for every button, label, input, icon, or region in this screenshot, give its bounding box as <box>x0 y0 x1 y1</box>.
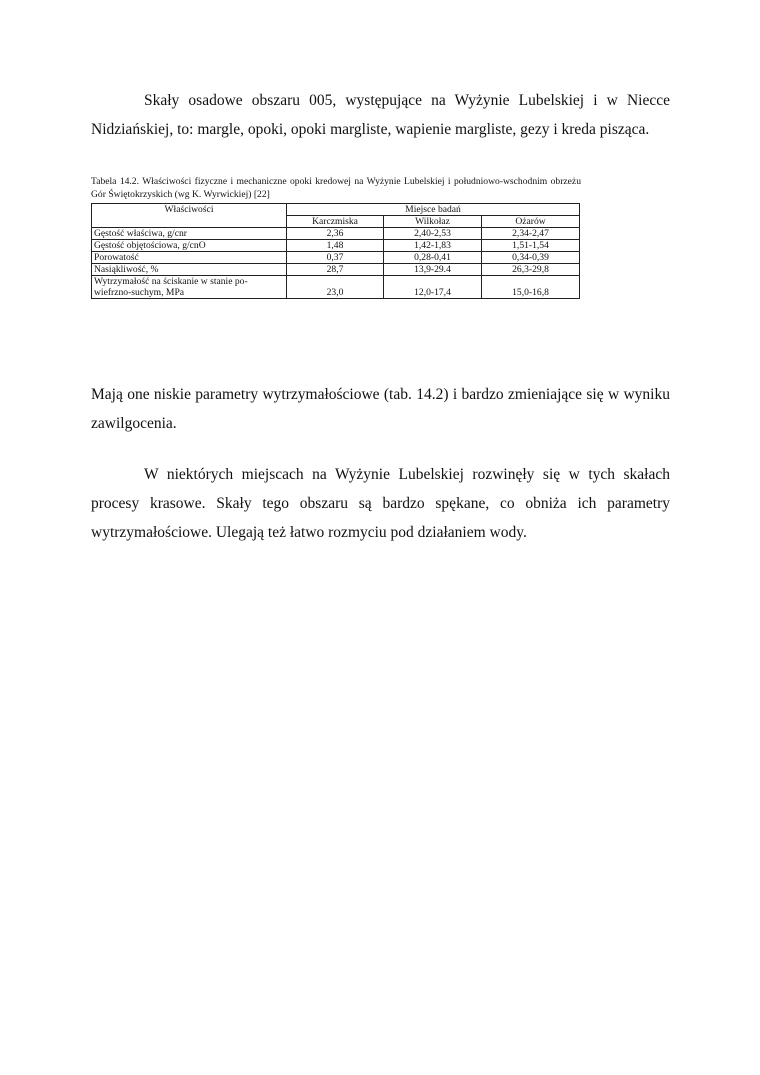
table-row <box>92 228 580 240</box>
cell-value: 0,28-0,41 <box>384 252 482 264</box>
row-label: Nasiąkliwość, % <box>92 264 287 276</box>
row-label-line: Wytrzymałość na ściskanie w stanie po- <box>94 276 248 287</box>
table-row <box>92 252 580 264</box>
header-places: Miejsce badań <box>287 204 580 216</box>
table-row <box>92 240 580 252</box>
cell-value: 1,42-1,83 <box>384 240 482 252</box>
table-row <box>92 264 580 276</box>
row-label: Gęstość właściwa, g/cnr <box>92 228 287 240</box>
cell-value: 2,40-2,53 <box>384 228 482 240</box>
cell-value: 26,3-29,8 <box>482 264 580 276</box>
cell-value: 28,7 <box>287 264 384 276</box>
cell-value: 0,34-0,39 <box>482 252 580 264</box>
paragraph-intro: Skały osadowe obszaru 005, występujące na Wyżynie Lubelskiej i w Niecce Nidziańskiej, to: margle, opoki, opoki margliste, wapienie margliste, gezy i kreda pisząca. <box>91 92 670 138</box>
cell-value: 1,51-1,54 <box>482 240 580 252</box>
cell-value: 13,9-29.4 <box>384 264 482 276</box>
header-properties: Właściwości <box>92 204 287 228</box>
table-header-row <box>92 204 580 216</box>
row-label <box>92 276 287 299</box>
header-place-karczmiska: Karczmiska <box>287 216 384 228</box>
cell-value: 0,37 <box>287 252 384 264</box>
properties-table <box>91 203 580 299</box>
paragraph-karst: W niektórych miejscach na Wyżynie Lubelskiej rozwinęły się w tych skałach procesy krasowe. Skały tego obszaru są bardzo spękane, co obniża ich parametry wytrzymałościowe. Ulegają też łatwo rozmyciu pod działaniem wody. <box>91 466 670 541</box>
table-row <box>92 276 580 299</box>
row-label-line: wiefrzno-suchym, MPa <box>94 287 185 298</box>
header-place-wilkolaz: Wilkołaz <box>384 216 482 228</box>
header-place-ozarow: Ożarów <box>482 216 580 228</box>
cell-value: 15,0-16,8 <box>482 276 580 299</box>
row-label: Gęstość objętościowa, g/cnO <box>92 240 287 252</box>
cell-value: 12,0-17,4 <box>384 276 482 299</box>
cell-value: 2,36 <box>287 228 384 240</box>
paragraph-strength: Mają one niskie parametry wytrzymałościowe (tab. 14.2) i bardzo zmieniające się w wyniku zawilgocenia. <box>91 386 670 432</box>
table-caption: Tabela 14.2. Właściwości fizyczne i mechaniczne opoki kredowej na Wyżynie Lubelskiej i południowo-wschodnim obrzeżu Gór Świętokrzyskich (wg K. Wyrwickiej) [22] <box>91 176 581 200</box>
cell-value: 23,0 <box>287 276 384 299</box>
row-label: Porowatość <box>92 252 287 264</box>
cell-value: 1,48 <box>287 240 384 252</box>
cell-value: 2,34-2,47 <box>482 228 580 240</box>
